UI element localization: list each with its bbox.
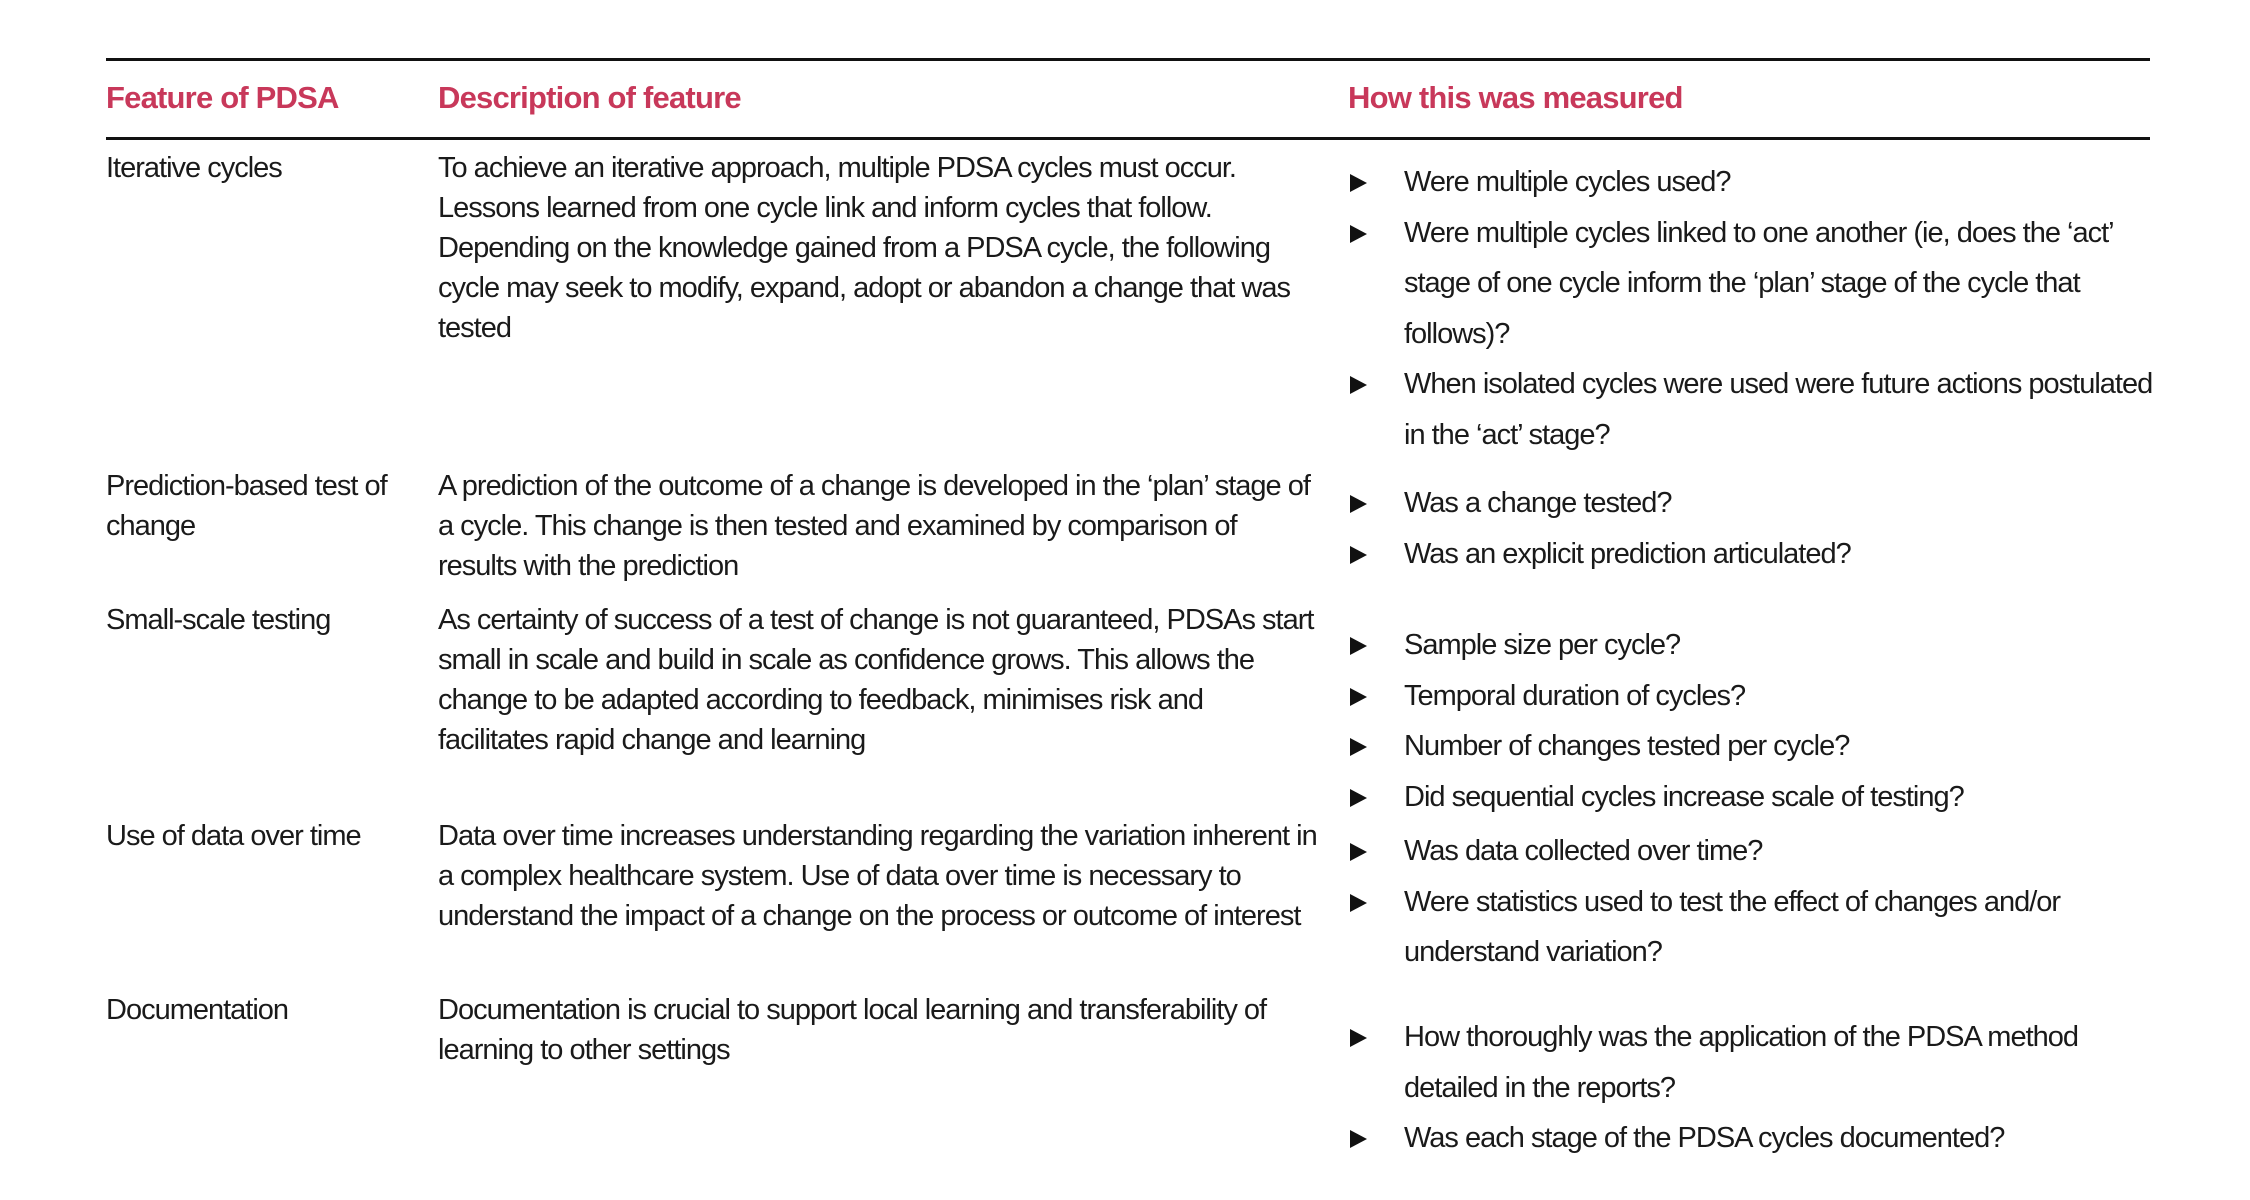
measure-item [1348, 620, 2158, 671]
measures-list [1348, 826, 2158, 978]
description-cell: A prediction of the outcome of a change is developed in the ‘plan’ stage of a cycle. This change is then tested and examined by comparison of results with the prediction [438, 470, 1310, 582]
measure-text: Number of changes tested per cycle? [1404, 730, 1850, 762]
feature-cell: Use of data over time [106, 820, 361, 852]
measure-text: Were statistics used to test the effect of changes and/or understand variation? [1404, 885, 2061, 968]
measure-text: Was an explicit prediction articulated? [1404, 537, 1851, 570]
description-cell: Documentation is crucial to support local learning and transferability of learning to other settings [438, 994, 1267, 1066]
measure-text: Were multiple cycles linked to one another (ie, does the ‘act’ stage of one cycle inform the ‘plan’ stage of the cycle that follows)? [1404, 216, 2113, 350]
feature-cell: Prediction-based test of change [106, 470, 387, 542]
measures-list [1348, 620, 2158, 822]
header-rule [106, 137, 2150, 140]
feature-cell: Iterative cycles [106, 152, 282, 184]
measure-text: Was data collected over time? [1404, 835, 1763, 867]
measures-list [1348, 1012, 2158, 1164]
measure-text: How thoroughly was the application of the PDSA method detailed in the reports? [1404, 1021, 2079, 1104]
measure-text: Were multiple cycles used? [1404, 166, 1731, 198]
measure-item [1348, 478, 2158, 529]
description-cell: As certainty of success of a test of change is not guaranteed, PDSAs start small in scale and build in scale as confidence grows. This allows the change to be adapted according to feedback, minimises risk and facilitates rapid change and learning [438, 604, 1314, 756]
triangle-bullet-icon [1350, 225, 1367, 243]
feature-cell: Small-scale testing [106, 604, 331, 636]
top-rule [106, 58, 2150, 61]
measure-item [1348, 1012, 2158, 1113]
measure-item [1348, 826, 2158, 877]
measure-item [1348, 721, 2158, 772]
measure-text: Was each stage of the PDSA cycles documented? [1404, 1122, 2005, 1154]
triangle-bullet-icon [1350, 738, 1367, 756]
feature-cell: Documentation [106, 994, 289, 1026]
triangle-bullet-icon [1350, 546, 1367, 564]
triangle-bullet-icon [1350, 1130, 1367, 1148]
measure-item [1348, 359, 2158, 460]
measure-item [1348, 1113, 2158, 1164]
header-description: Description of feature [438, 80, 741, 115]
measure-item [1348, 157, 2158, 208]
measures-list [1348, 478, 2158, 579]
triangle-bullet-icon [1350, 789, 1367, 807]
measure-item [1348, 529, 2158, 580]
measure-text: When isolated cycles were used were future actions postulated in the ‘act’ stage? [1404, 368, 2153, 451]
triangle-bullet-icon [1350, 495, 1367, 513]
header-feature: Feature of PDSA [106, 80, 339, 115]
measure-item [1348, 877, 2158, 978]
measure-text: Was a change tested? [1404, 487, 1672, 519]
description-cell: Data over time increases understanding regarding the variation inherent in a complex healthcare system. Use of data over time is necessary to understand the impact of a change on the process or outcome of interest [438, 820, 1317, 932]
measure-item [1348, 671, 2158, 722]
measure-text: Sample size per cycle? [1404, 629, 1681, 661]
measure-text: Temporal duration of cycles? [1404, 679, 1746, 712]
measure-item [1348, 208, 2158, 360]
measure-item [1348, 772, 2158, 823]
triangle-bullet-icon [1350, 637, 1367, 655]
triangle-bullet-icon [1350, 174, 1367, 192]
triangle-bullet-icon [1350, 843, 1367, 861]
measures-list [1348, 157, 2158, 460]
triangle-bullet-icon [1350, 894, 1367, 912]
triangle-bullet-icon [1350, 688, 1367, 706]
description-cell: To achieve an iterative approach, multiple PDSA cycles must occur. Lessons learned from one cycle link and inform cycles that follow. Depending on the knowledge gained from a PDSA cycle, the following cycle may seek to modify, expand, adopt or abandon a change that was tested [438, 152, 1290, 344]
measure-text: Did sequential cycles increase scale of testing? [1404, 780, 1964, 813]
header-measured: How this was measured [1348, 80, 1683, 115]
triangle-bullet-icon [1350, 1029, 1367, 1047]
triangle-bullet-icon [1350, 376, 1367, 394]
